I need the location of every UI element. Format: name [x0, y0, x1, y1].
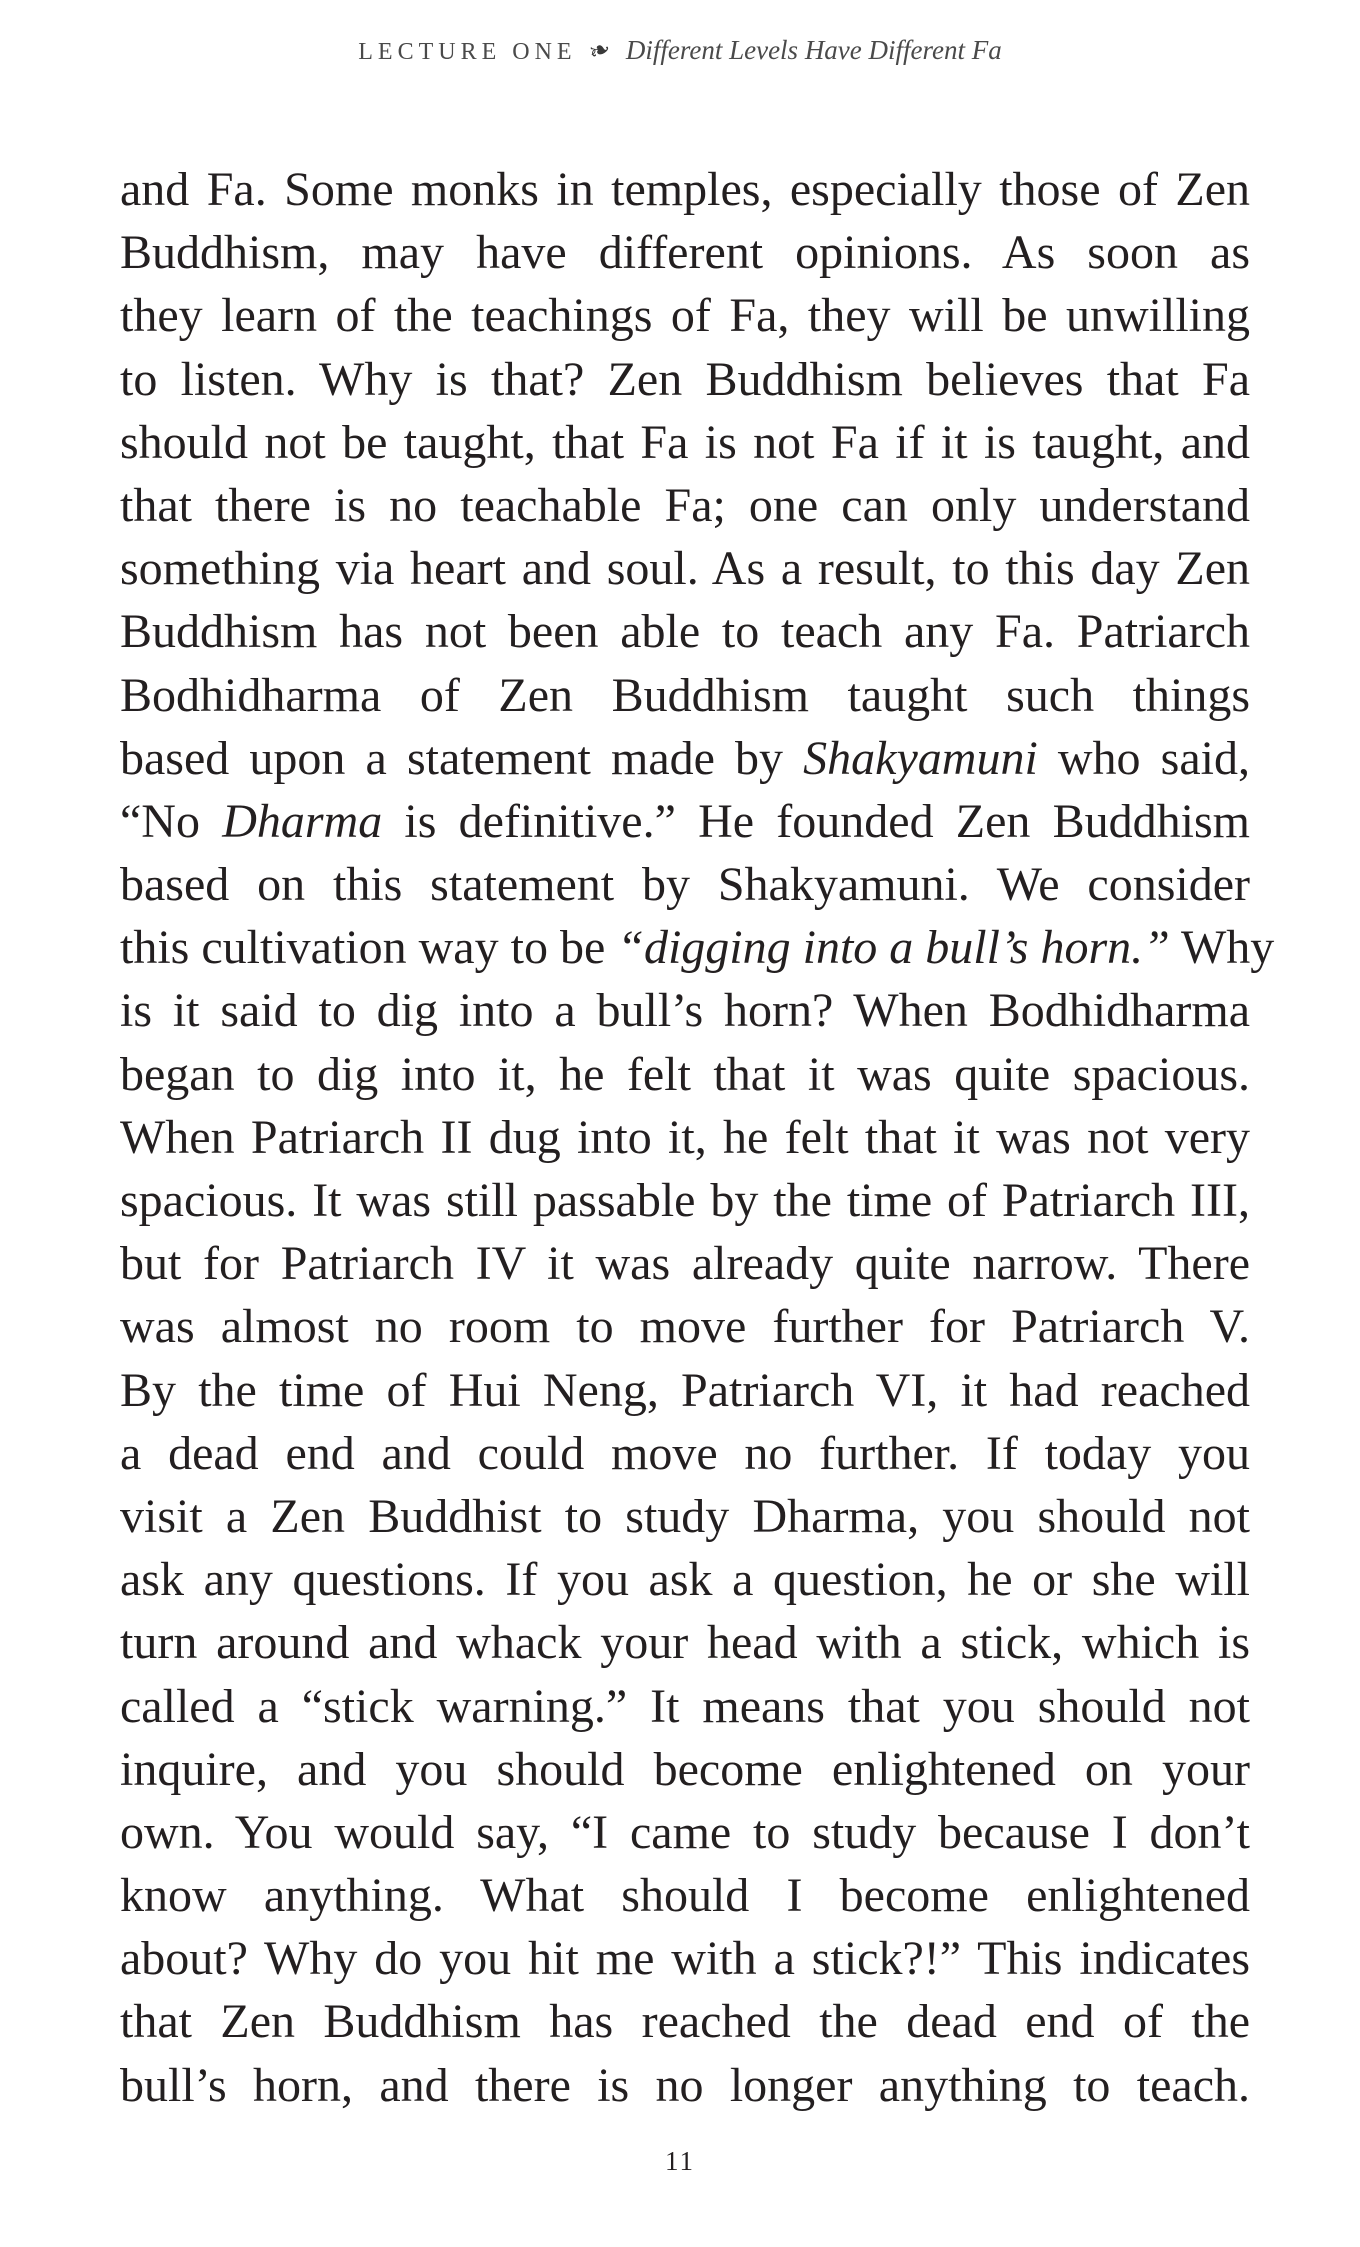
text-line: should not be taught, that Fa is not Fa if it is taught, and	[120, 415, 1250, 469]
running-header	[0, 32, 1360, 70]
italic-term: Dharma	[222, 794, 383, 848]
text-line: is it said to dig into a bull’s horn? When Bodhidharma	[120, 984, 1250, 1038]
text-line: and Fa. Some monks in temples, especially those of Zen	[120, 163, 1250, 216]
text-line: By the time of Hui Neng, Patriarch VI, it had reached	[120, 1363, 1250, 1417]
text-line: based upon a statement made by Shakyamuni who said,	[120, 731, 1250, 785]
italic-term: Shakyamuni	[803, 731, 1038, 785]
text-line: spacious. It was still passable by the time of Patriarch III,	[120, 1174, 1250, 1227]
text-line: something via heart and soul. As a result, to this day Zen	[120, 542, 1250, 596]
italic-term: “digging into a bull’s horn.”	[617, 921, 1170, 975]
text-line: Buddhism has not been able to teach any Fa. Patriarch	[120, 605, 1250, 659]
text-line: bull’s horn, and there is no longer anything to teach.	[120, 2058, 1250, 2112]
text-line: about? Why do you hit me with a stick?!” This indicates	[120, 1932, 1250, 1986]
text-line: a dead end and could move no further. If today you	[120, 1426, 1250, 1480]
text-line: to listen. Why is that? Zen Buddhism believes that Fa	[120, 352, 1250, 406]
text-line: turn around and whack your head with a stick, which is	[120, 1616, 1250, 1670]
page-number: 11	[665, 2146, 695, 2176]
text-line: own. You would say, “I came to study because I don’t	[120, 1805, 1250, 1859]
text-line: began to dig into it, he felt that it was quite spacious.	[120, 1047, 1250, 1101]
text-line: visit a Zen Buddhist to study Dharma, you should not	[120, 1489, 1250, 1543]
text-line: was almost no room to move further for Patriarch V.	[120, 1300, 1250, 1354]
text-line: When Patriarch II dug into it, he felt that it was not very	[120, 1110, 1250, 1164]
text-line: inquire, and you should become enlightened on your	[120, 1742, 1250, 1796]
text-line: Bodhidharma of Zen Buddhism taught such things	[120, 668, 1250, 722]
body-text	[120, 158, 1275, 2117]
text-line: but for Patriarch IV it was already quite narrow. There	[120, 1237, 1250, 1291]
text-line: know anything. What should I become enlightened	[120, 1869, 1250, 1923]
text-line: based on this statement by Shakyamuni. We consider	[120, 858, 1250, 912]
header-chapter-title: Different Levels Have Different Fa	[625, 35, 1002, 65]
text-line: this cultivation way to be “digging into a bull’s horn.” Why	[120, 921, 1275, 975]
text-line: “No Dharma is definitive.” He founded Zen Buddhism	[120, 794, 1250, 848]
header-section-title: LECTURE ONE	[358, 39, 577, 65]
text-line: they learn of the teachings of Fa, they will be unwilling	[120, 289, 1250, 343]
fleuron-ornament-icon: ❧	[584, 33, 616, 68]
text-line: called a “stick warning.” It means that you should not	[120, 1679, 1250, 1733]
text-line: that there is no teachable Fa; one can only understand	[120, 478, 1250, 532]
text-line: Buddhism, may have different opinions. As soon as	[120, 226, 1250, 280]
text-line: ask any questions. If you ask a question, he or she will	[120, 1553, 1250, 1607]
text-line: that Zen Buddhism has reached the dead end of the	[120, 1995, 1250, 2049]
